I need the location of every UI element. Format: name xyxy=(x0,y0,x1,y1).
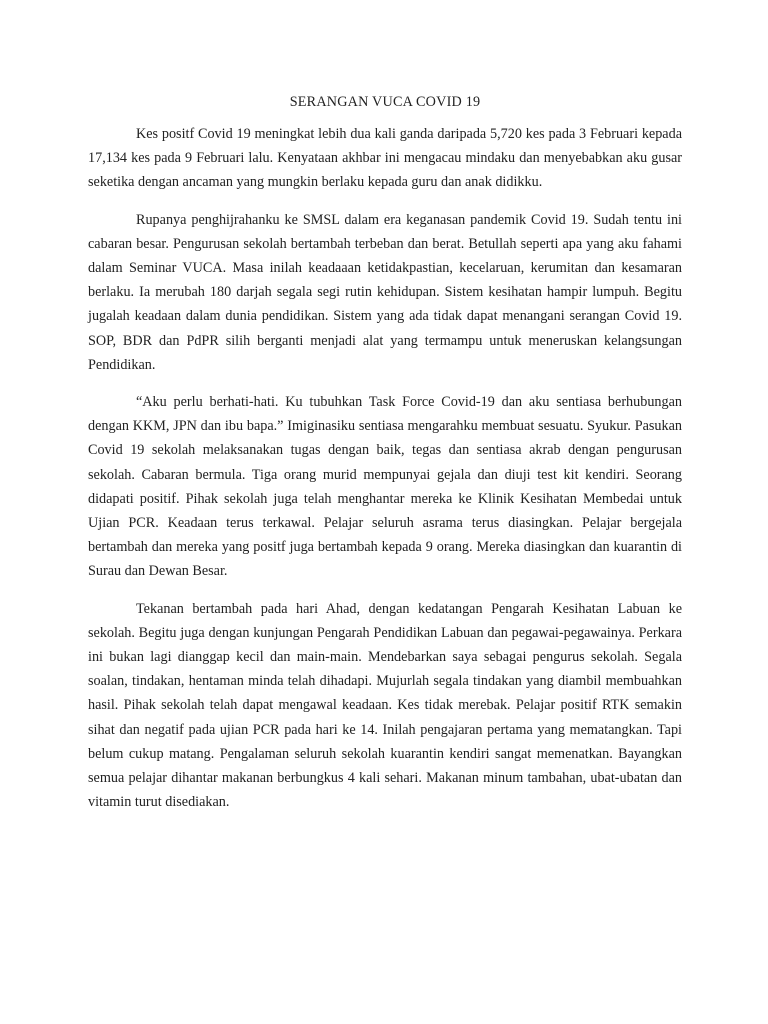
paragraph-3: “Aku perlu berhati-hati. Ku tubuhkan Task Force Covid-19 dan aku sentiasa berhubungan dengan KKM, JPN dan ibu bapa.” Imiginasiku sentiasa mengarahku membuat sesuatu. Syukur. Pasukan Covid 19 sekolah melaksanakan tugas dengan baik, tegas dan sentiasa akrab dengan pengurusan sekolah. Cabaran bermula. Tiga orang murid mempunyai gejala dan diuji test kit kendiri. Seorang didapati positif. Pihak sekolah juga telah menghantar mereka ke Klinik Kesihatan Membedai untuk Ujian PCR. Keadaan terus terkawal. Pelajar seluruh asrama terus diasingkan. Pelajar bergejala bertambah dan mereka yang positf juga bertambah kepada 9 orang. Mereka diasingkan dan kuarantin di Surau dan Dewan Besar. xyxy=(88,394,682,580)
document-page xyxy=(88,90,682,827)
paragraph-1: Kes positf Covid 19 meningkat lebih dua kali ganda daripada 5,720 kes pada 3 Februari kepada 17,134 kes pada 9 Februari lalu. Kenyataan akhbar ini mengacau mindaku dan menyebabkan aku gusar seketika dengan ancaman yang mungkin berlaku kepada guru dan anak didikku. xyxy=(88,126,682,191)
document-title: SERANGAN VUCA COVID 19 xyxy=(289,94,481,110)
paragraph-4: Tekanan bertambah pada hari Ahad, dengan kedatangan Pengarah Kesihatan Labuan ke sekolah. Begitu juga dengan kunjungan Pengarah Pendidikan Labuan dan pegawai-pegawainya. Perkara ini bukan lagi dianggap kecil dan main-main. Mendebarkan saya sebagai pengurus sekolah. Segala soalan, tindakan, hentaman minda telah dihadapi. Mujurlah segala tindakan yang diambil membuahkan hasil. Pihak sekolah telah dapat mengawal keadaan. Kes tidak merebak. Pelajar positif RTK semakin sihat dan negatif pada ujian PCR pada hari ke 14. Inilah pengajaran pertama yang mematangkan. Tapi belum cukup matang. Pengalaman seluruh sekolah kuarantin kendiri sangat memenatkan. Bayangkan semua pelajar dihantar makanan berbungkus 4 kali sehari. Makanan minum tambahan, ubat-ubatan dan vitamin turut disediakan. xyxy=(88,600,682,811)
paragraph-2: Rupanya penghijrahanku ke SMSL dalam era keganasan pandemik Covid 19. Sudah tentu ini cabaran besar. Pengurusan sekolah bertambah terbeban dan berat. Betullah seperti apa yang aku fahami dalam Seminar VUCA. Masa inilah keadaaan ketidakpastian, kecelaruan, kerumitan dan kesamaran berlaku. Ia merubah 180 darjah segala segi rutin kehidupan. Sistem kesihatan hampir lumpuh. Begitu jugalah keadaan dalam dunia pendidikan. Sistem yang ada tidak dapat menangani serangan Covid 19. SOP, BDR dan PdPR silih berganti menjadi alat yang termampu untuk meneruskan kelangsungan Pendidikan. xyxy=(88,211,682,373)
